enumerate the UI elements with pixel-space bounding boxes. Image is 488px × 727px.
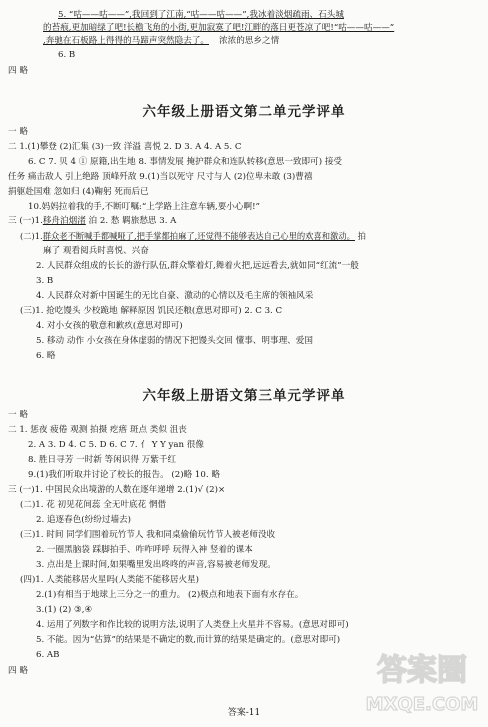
answer-line <box>43 23 394 34</box>
answer-line: 6. C 7. 贝 4 ① 原籍,出生地 8. 事情发展 掩护群众和连队转移(意思一致即可) 接受 <box>28 157 343 167</box>
answer-line: (四)1. 人类能移居火星吗(人类能不能移居火星) <box>20 575 200 585</box>
answer-line: (三)1. 时间 同学们围着玩竹节人 我和同桌偷偷玩竹节人被老师没收 <box>20 530 276 540</box>
answer-line: (三)1. 抢吃馒头 少校跪地 解释原因 饥民还粮(意思对即可) 2. C 3. C <box>20 306 283 316</box>
underlined-answer: 群众老不断喊手都喊哑了,把手掌都拍麻了,还觉得不能够表达自己心里的欢喜和激动。 <box>42 231 355 241</box>
answer-line: 四 略 <box>8 66 28 76</box>
answer-line: 2. A 3. D 4. C 5. D 6. C 7. 亻 Y Y yan 很像 <box>28 440 204 450</box>
answer-line: (二)1. 花 初见花间蕊 全无叶底花 惘借 <box>20 500 167 510</box>
answer-line: 二 1.(1)攀登 (2)汇集 (3)一致 洋溢 喜悦 2. D 3. A 4. A 5. C <box>8 142 242 152</box>
answer-line: 麻了 观看阅兵时喜悦、兴奋 <box>43 246 149 256</box>
answer-line: 2. 一圈黑脑袋 踩脚拍手、咋咋呼呼 玩得入神 竖着的课本 <box>36 545 253 555</box>
answer-line: 9.(1)我们听取并讨论了校长的报告。 (2)略 10. 略 <box>28 470 220 480</box>
answer-line: 3.(1) (2) ③,④ <box>36 605 93 615</box>
watermark-subtext: MXQE.COM <box>365 694 479 715</box>
answer-line: 6. B <box>58 50 76 60</box>
page-number: 答案-11 <box>227 708 261 718</box>
underlined-answer: 的苔痕,更加暗绿了吧!长檐飞角的小街,更加寂寞了吧!江畔的落日更苍凉了吧!“咕——咕——” <box>43 23 395 33</box>
answer-line: 8. 胜日寻芳 一时新 等闲识得 万紫千红 <box>28 455 177 465</box>
answer-text: 拍 <box>354 231 366 241</box>
answer-line: 5. 不能。因为“估算”的结果是不确定的数,而计算的结果是确定的。(意思对即可) <box>36 635 341 645</box>
section-title: 六年级上册语文第三单元学评单 <box>142 388 346 404</box>
answer-line: 四 略 <box>8 666 28 676</box>
answer-line: 2. 追逐春色(纷纷过墙去) <box>36 515 131 525</box>
answer-text: (二)1. <box>20 231 43 241</box>
answer-text: 泊 2. 愁 羁旅愁思 3. A <box>85 216 177 226</box>
answer-line: 一 略 <box>8 127 28 137</box>
answer-line <box>58 10 344 21</box>
underlined-answer: 5. “咕——咕——”,我回到了江南,“咕——咕——”,我冰着 <box>58 10 276 20</box>
answer-line: 2.(1)有相当于地球上三分之一的重力。 (2)极点和地表下面有水存在。 <box>36 590 304 600</box>
answer-line: 6. 略 <box>36 351 56 361</box>
answer-line: 3. B <box>36 276 54 286</box>
answer-line: 4. 运用了列数字和作比较的说明方法,说明了人类登上火星并不容易。(意思对即可) <box>36 620 349 630</box>
answer-line: 任务 痛击敌人 引上绝路 顶峰歼敌 9.(1)当以死守 尺寸与人 (2)位卑未敢 (3)曹禧 <box>8 172 313 182</box>
answer-line: 6. AB <box>36 650 60 660</box>
answer-line: 5. 移动 动作 小女孩在身体虚弱的情况下把馒头交回 懂事、明事理、爱国 <box>36 336 313 346</box>
answer-line: 捐躯赴国难 忽如归 (4)鞠躬 死而后已 <box>8 187 149 197</box>
answer-text: 三 (一)1. <box>8 216 43 226</box>
underlined-answer: 淡烟疏雨、石头城 <box>275 10 344 20</box>
underlined-answer: ,奔驰在石板路上得得的马蹄声突然隐去了。 <box>43 36 210 46</box>
section-title: 六年级上册语文第二单元学评单 <box>142 104 346 120</box>
watermark-text: 答案圈 <box>377 653 467 688</box>
answer-line: 4. 人民群众对新中国诞生的无比自豪、激动的心情以及毛主席的领袖风采 <box>36 291 314 301</box>
answer-line: 10.妈妈拉着我的手,不断叮嘱:“上学路上注意车辆,要小心啊!” <box>28 202 260 212</box>
answer-line: 3. 点出是上课时间,如果嘴里发出咚咚的声音,容易被老师发现。 <box>36 560 276 570</box>
answer-line: 2. 人民群众组成的长长的游行队伍,群众擎着灯,舞着火把,远远看去,就如同“红流”一般 <box>36 261 359 271</box>
answer-line: 一 略 <box>8 410 28 420</box>
answer-line: 三 (一)1. 中国民众出境游的人数在逐年递增 2.(1)√ (2)× <box>8 485 226 495</box>
answer-line <box>20 231 366 242</box>
answer-line <box>8 216 176 227</box>
underlined-answer: 移舟泊烟渚 <box>42 216 86 226</box>
answer-line: 二 1. 惩夜 疲倦 观测 拍摄 疙瘩 斑点 类似 沮丧 <box>8 425 187 435</box>
answer-line: 4. 对小女孩的敬意和歉疚(意思对即可) <box>36 321 183 331</box>
answer-line <box>43 36 279 47</box>
answer-text: 浓浓的思乡之情 <box>219 36 280 46</box>
